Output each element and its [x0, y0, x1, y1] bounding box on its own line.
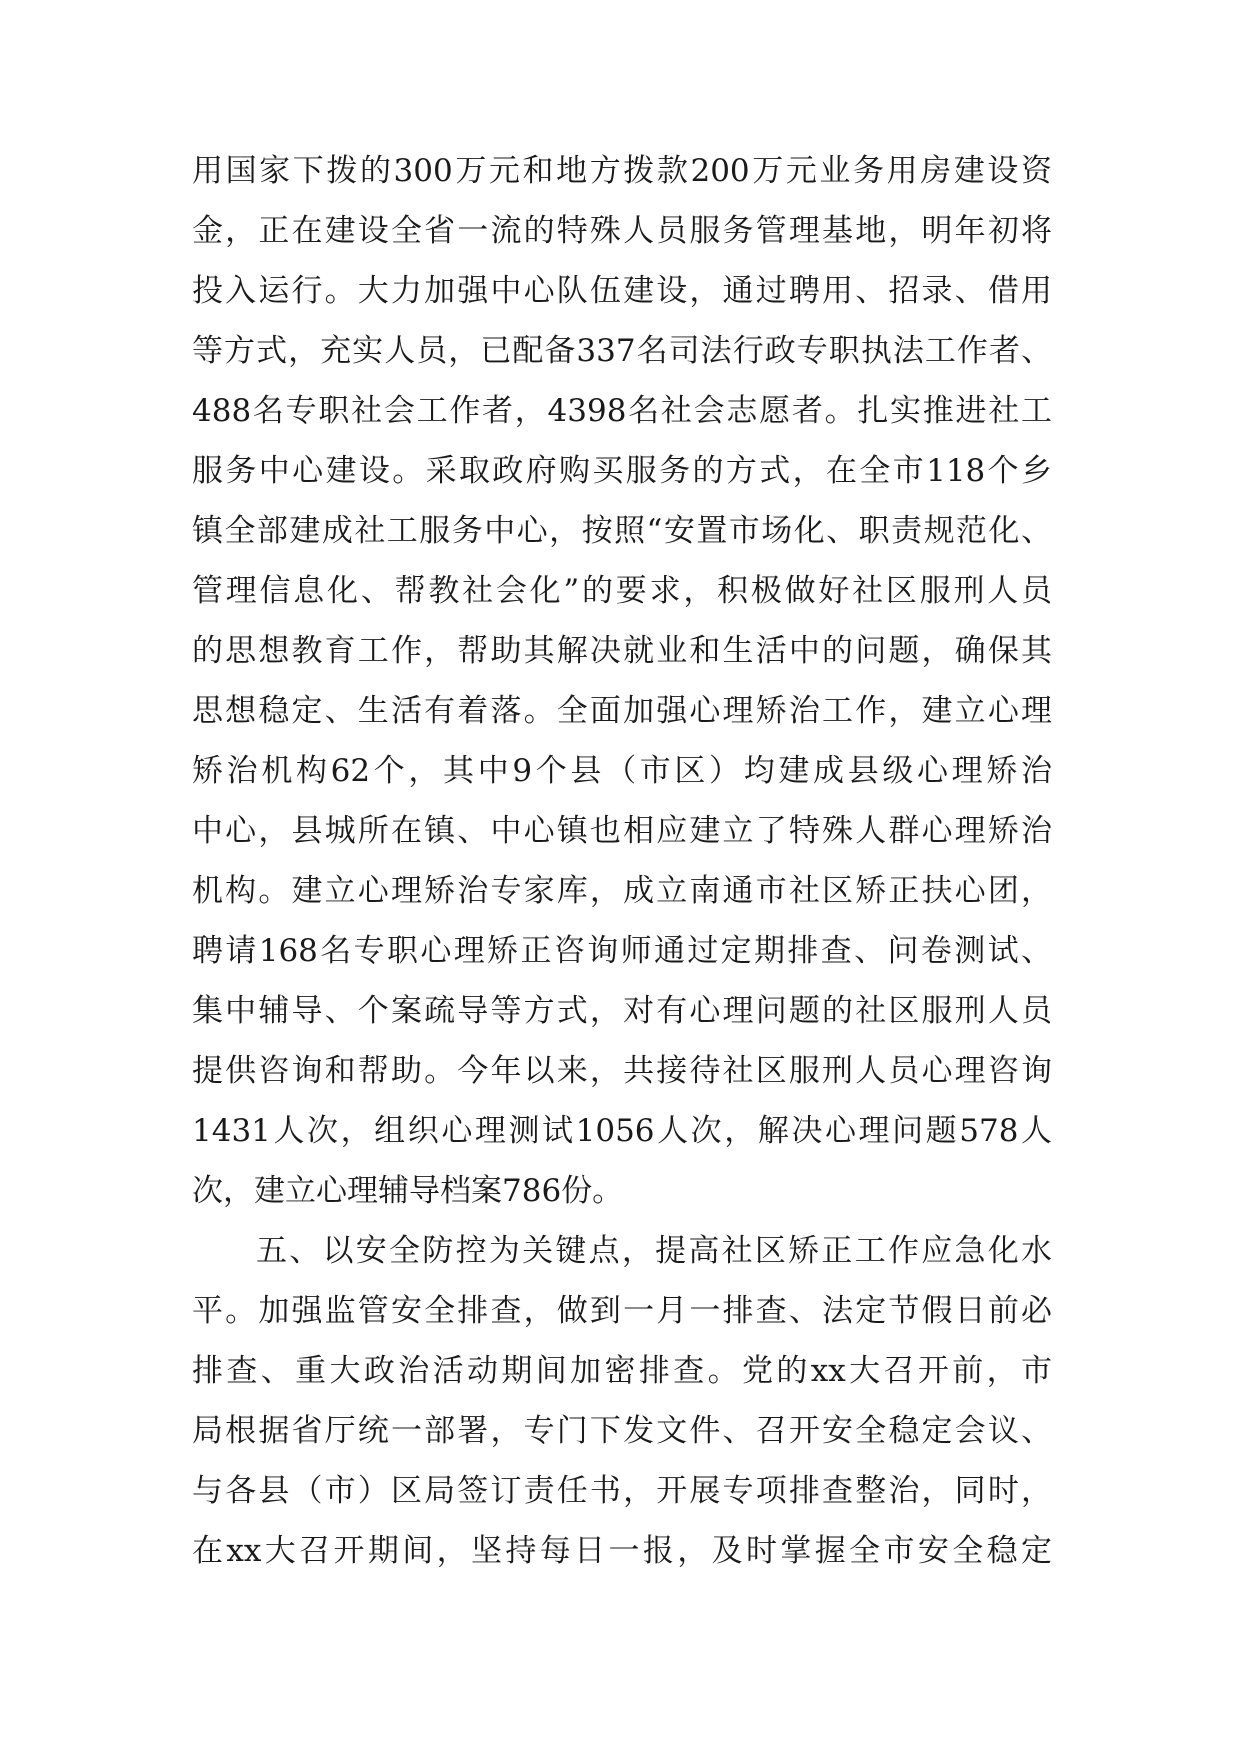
text-line: 等方式，充实人员，已配备337名司法行政专职执法工作者、: [192, 333, 1052, 369]
text-line: 次，建立心理辅导档案786份。: [192, 1173, 624, 1209]
text-line: 矫治机构62个，其中9个县（市区）均建成县级心理矫治: [192, 753, 1052, 789]
text-line: 局根据省厅统一部署，专门下发文件、召开安全稳定会议、: [192, 1413, 1052, 1449]
section-heading-line: 五、以安全防控为关键点，提高社区矫正工作应急化水: [256, 1233, 1052, 1269]
text-line: 与各县（市）区局签订责任书，开展专项排查整治，同时，: [192, 1473, 1052, 1509]
text-line: 排查、重大政治活动期间加密排查。党的xx大召开前，市: [192, 1353, 1052, 1389]
text-line: 思想稳定、生活有着落。全面加强心理矫治工作，建立心理: [192, 693, 1052, 729]
text-line: 镇全部建成社工服务中心，按照“安置市场化、职责规范化、: [192, 513, 1052, 549]
text-line: 的思想教育工作，帮助其解决就业和生活中的问题，确保其: [192, 633, 1052, 669]
text-line: 服务中心建设。采取政府购买服务的方式，在全市118个乡: [192, 453, 1052, 489]
text-line: 用国家下拨的300万元和地方拨款200万元业务用房建设资: [192, 153, 1052, 189]
text-line: 管理信息化、帮教社会化”的要求，积极做好社区服刑人员: [192, 573, 1052, 609]
text-line: 中心，县城所在镇、中心镇也相应建立了特殊人群心理矫治: [192, 813, 1052, 849]
text-line: 488名专职社会工作者，4398名社会志愿者。扎实推进社工: [192, 393, 1052, 429]
text-line: 金，正在建设全省一流的特殊人员服务管理基地，明年初将: [192, 213, 1052, 249]
text-line: 机构。建立心理矫治专家库，成立南通市社区矫正扶心团，: [192, 873, 1052, 909]
text-line: 投入运行。大力加强中心队伍建设，通过聘用、招录、借用: [192, 273, 1052, 309]
text-line: 聘请168名专职心理矫正咨询师通过定期排查、问卷测试、: [192, 933, 1052, 969]
text-line: 1431人次，组织心理测试1056人次，解决心理问题578人: [192, 1113, 1052, 1149]
text-line: 提供咨询和帮助。今年以来，共接待社区服刑人员心理咨询: [192, 1053, 1052, 1089]
text-line: 集中辅导、个案疏导等方式，对有心理问题的社区服刑人员: [192, 993, 1052, 1029]
text-line: 平。加强监管安全排查，做到一月一排查、法定节假日前必: [192, 1293, 1052, 1329]
text-line: 在xx大召开期间，坚持每日一报，及时掌握全市安全稳定: [192, 1533, 1052, 1569]
